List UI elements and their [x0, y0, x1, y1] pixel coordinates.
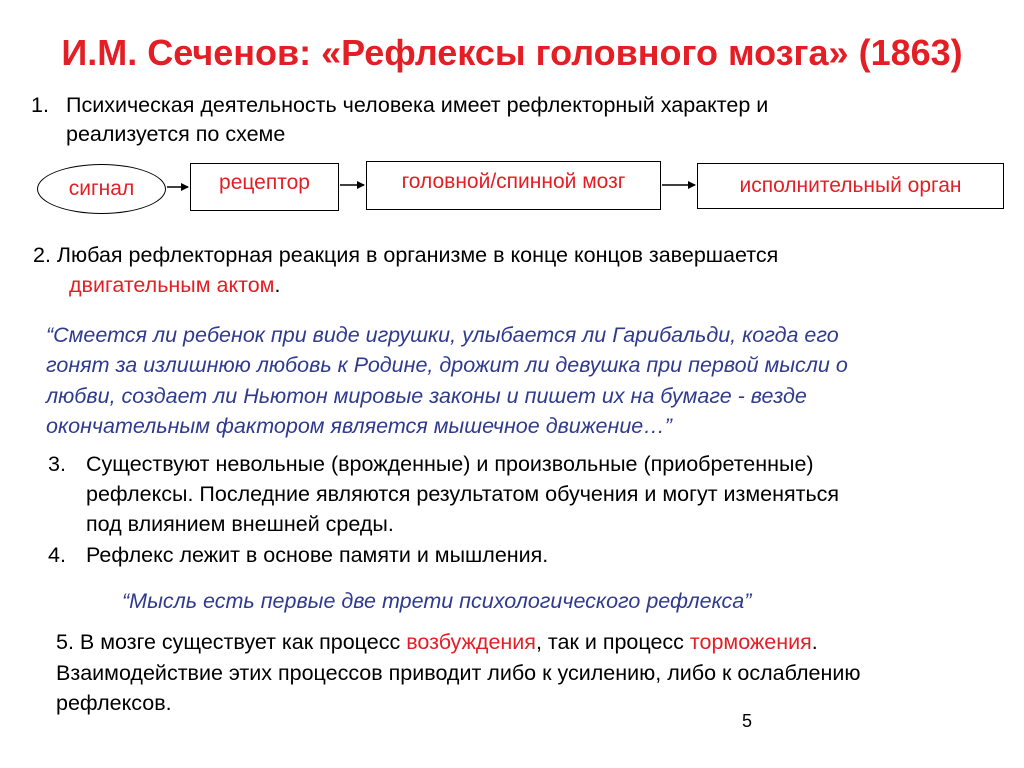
- item-1-number: 1.: [31, 93, 49, 117]
- slide-title: И.М. Сеченов: «Рефлексы головного мозга» (1863): [61, 32, 963, 73]
- item-2-line-2: [69, 270, 280, 300]
- item-5-part-3: .: [811, 630, 818, 654]
- quote-1-line-3: любви, создает ли Ньютон мировые законы и пишет их на бумаге - везде: [46, 384, 807, 408]
- scheme-brain-box: головной/спинной мозг: [366, 161, 661, 210]
- item-3-number: 3.: [48, 452, 66, 476]
- page-number: 5: [742, 711, 753, 731]
- excitation-highlight: возбуждения: [406, 630, 536, 654]
- quote-2: “Мысль есть первые две трети психологического рефлекса”: [122, 589, 752, 613]
- item-4-number: 4.: [48, 543, 66, 567]
- item-1-line-2: реализуется по схеме: [66, 122, 286, 146]
- inhibition-highlight: торможения: [689, 630, 812, 654]
- item-5-line-3: рефлексов.: [56, 691, 172, 715]
- item-2-tail: .: [274, 273, 281, 297]
- item-5-line-2: Взаимодействие этих процессов приводит либо к усилению, либо к ослаблению: [56, 661, 861, 685]
- quote-1-line-4: окончательным фактором является мышечное движение…”: [46, 414, 672, 438]
- scheme-signal-oval: сигнал: [37, 164, 166, 214]
- item-5-part-2: , так и процесс: [535, 630, 690, 654]
- item-5-line-1: [56, 627, 818, 657]
- item-5-part-1: 5. В мозге существует как процесс: [56, 630, 407, 654]
- item-2-line-1: 2. Любая рефлекторная реакция в организме в конце концов завершается: [33, 243, 779, 267]
- scheme-receptor-box: рецептор: [190, 163, 339, 211]
- item-1-line-1: Психическая деятельность человека имеет рефлекторный характер и: [66, 93, 769, 117]
- motor-act-highlight: двигательным актом: [69, 273, 275, 297]
- quote-1-line-2: гонят за излишнюю любовь к Родине, дрожит ли девушка при первой мысли о: [46, 353, 848, 377]
- item-3-line-1: Существуют невольные (врожденные) и произвольные (приобретенные): [86, 452, 814, 476]
- quote-1-line-1: “Смеется ли ребенок при виде игрушки, улыбается ли Гарибальди, когда его: [46, 323, 839, 347]
- item-4-text: Рефлекс лежит в основе памяти и мышления.: [86, 543, 549, 567]
- scheme-organ-box: исполнительный орган: [697, 163, 1004, 209]
- item-3-line-2: рефлексы. Последние являются результатом обучения и могут изменяться: [86, 482, 840, 506]
- item-3-line-3: под влиянием внешней среды.: [86, 512, 394, 536]
